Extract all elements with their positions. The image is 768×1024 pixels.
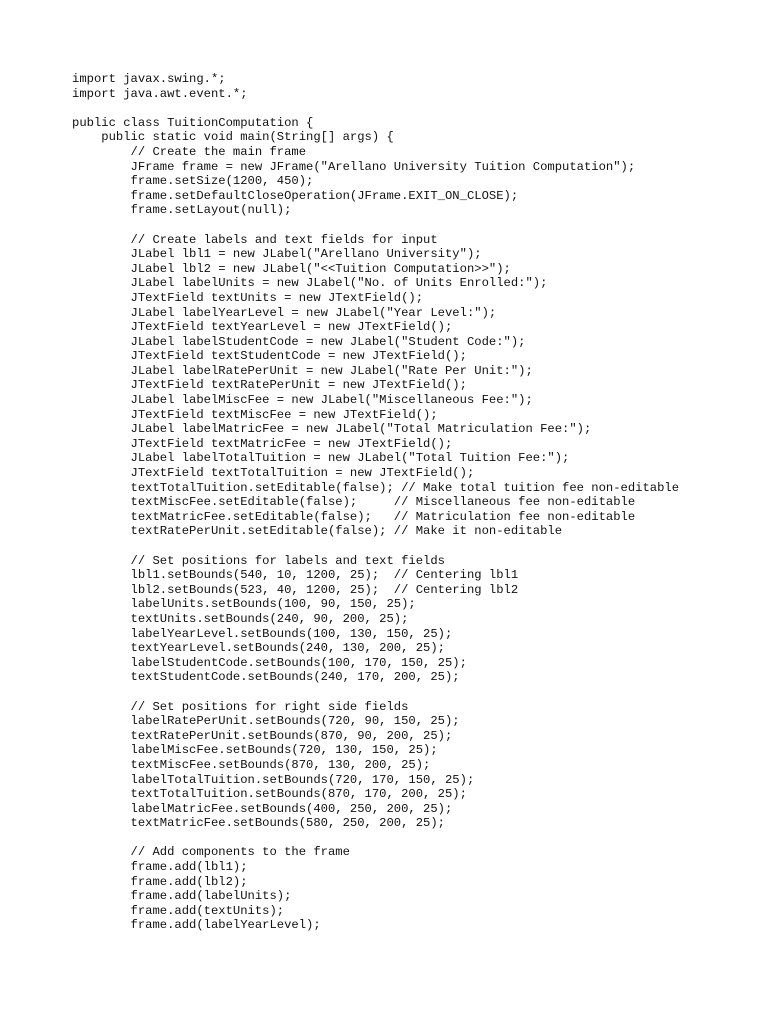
code-line: public class TuitionComputation {: [72, 115, 314, 130]
code-line: [72, 685, 752, 700]
code-line: labelStudentCode.setBounds(100, 170, 150, 25);: [72, 655, 467, 670]
code-line: textTotalTuition.setEditable(false); // Make total tuition fee non-editable: [72, 480, 680, 495]
code-line: JLabel labelMatricFee = new JLabel("Total Matriculation Fee:");: [72, 422, 592, 437]
code-line: // Set positions for right side fields: [72, 699, 409, 714]
code-line: JLabel labelStudentCode = new JLabel("Student Code:");: [72, 334, 526, 349]
code-line: JLabel labelRatePerUnit = new JLabel("Rate Per Unit:");: [72, 363, 533, 378]
code-line: frame.setSize(1200, 450);: [72, 174, 314, 189]
code-line: frame.add(labelUnits);: [72, 889, 292, 904]
code-line: textMatricFee.setBounds(580, 250, 200, 25);: [72, 816, 445, 831]
code-line: JTextField textStudentCode = new JTextField();: [72, 349, 467, 364]
code-line: JTextField textYearLevel = new JTextField();: [72, 320, 453, 335]
code-line: JLabel lbl2 = new JLabel("<<Tuition Computation>>");: [72, 261, 511, 276]
code-line: textMatricFee.setEditable(false); // Matriculation fee non-editable: [72, 509, 636, 524]
code-line: JTextField textTotalTuition = new JTextField();: [72, 466, 475, 481]
code-line: frame.setDefaultCloseOperation(JFrame.EXIT_ON_CLOSE);: [72, 188, 519, 203]
code-line: labelMiscFee.setBounds(720, 130, 150, 25);: [72, 743, 438, 758]
code-line: [72, 831, 752, 846]
code-line: JLabel labelYearLevel = new JLabel("Year Level:");: [72, 305, 497, 320]
code-line: JTextField textMatricFee = new JTextField();: [72, 436, 453, 451]
code-line: frame.add(textUnits);: [72, 903, 285, 918]
code-line: JLabel labelUnits = new JLabel("No. of Units Enrolled:");: [72, 276, 548, 291]
code-line: import java.awt.event.*;: [72, 86, 248, 101]
code-line: labelTotalTuition.setBounds(720, 170, 150, 25);: [72, 772, 475, 787]
code-line: frame.add(lbl1);: [72, 860, 248, 875]
code-line: labelMatricFee.setBounds(400, 250, 200, 25);: [72, 801, 453, 816]
code-line: labelUnits.setBounds(100, 90, 150, 25);: [72, 597, 416, 612]
code-line: frame.setLayout(null);: [72, 203, 292, 218]
code-line: // Add components to the frame: [72, 845, 350, 860]
code-line: [72, 218, 752, 233]
code-listing: [72, 72, 752, 933]
code-line: [72, 539, 752, 554]
code-line: textYearLevel.setBounds(240, 130, 200, 25);: [72, 641, 445, 656]
code-line: JLabel labelMiscFee = new JLabel("Miscellaneous Fee:");: [72, 393, 533, 408]
code-line: JTextField textMiscFee = new JTextField();: [72, 407, 438, 422]
code-line: // Set positions for labels and text fields: [72, 553, 445, 568]
code-line: textMiscFee.setBounds(870, 130, 200, 25);: [72, 757, 431, 772]
code-line: textRatePerUnit.setBounds(870, 90, 200, 25);: [72, 728, 453, 743]
code-line: public static void main(String[] args) {: [72, 130, 394, 145]
code-line: textUnits.setBounds(240, 90, 200, 25);: [72, 611, 409, 626]
code-line: lbl1.setBounds(540, 10, 1200, 25); // Centering lbl1: [72, 568, 519, 583]
code-line: JLabel labelTotalTuition = new JLabel("Total Tuition Fee:");: [72, 451, 570, 466]
code-line: lbl2.setBounds(523, 40, 1200, 25); // Centering lbl2: [72, 582, 519, 597]
code-line: textStudentCode.setBounds(240, 170, 200, 25);: [72, 670, 460, 685]
code-line: JFrame frame = new JFrame("Arellano University Tuition Computation");: [72, 159, 636, 174]
code-line: frame.add(labelYearLevel);: [72, 918, 321, 933]
code-line: // Create labels and text fields for input: [72, 232, 438, 247]
code-line: labelYearLevel.setBounds(100, 130, 150, 25);: [72, 626, 453, 641]
code-line: JTextField textRatePerUnit = new JTextField();: [72, 378, 467, 393]
code-line: import javax.swing.*;: [72, 72, 226, 86]
code-line: labelRatePerUnit.setBounds(720, 90, 150, 25);: [72, 714, 460, 729]
code-line: frame.add(lbl2);: [72, 874, 248, 889]
code-line: // Create the main frame: [72, 144, 307, 159]
code-line: JTextField textUnits = new JTextField();: [72, 290, 424, 305]
code-line: textMiscFee.setEditable(false); // Miscellaneous fee non-editable: [72, 495, 636, 510]
code-line: textTotalTuition.setBounds(870, 170, 200, 25);: [72, 787, 467, 802]
code-line: textRatePerUnit.setEditable(false); // Make it non-editable: [72, 524, 563, 539]
code-line: JLabel lbl1 = new JLabel("Arellano University");: [72, 247, 482, 262]
code-line: [72, 101, 752, 116]
